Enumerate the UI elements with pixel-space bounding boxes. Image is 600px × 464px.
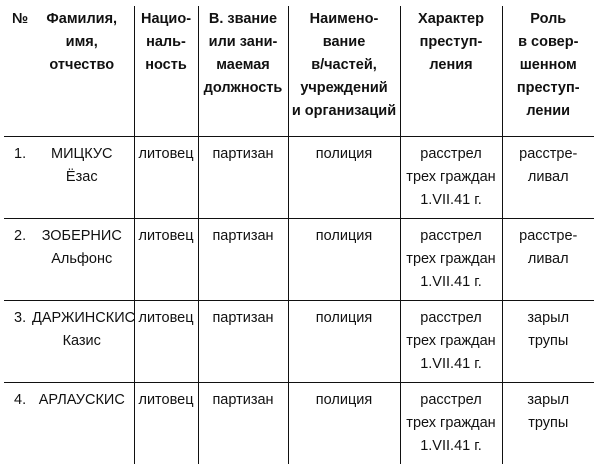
row-crime: расстрел трех граждан 1.VII.41 г.: [400, 137, 502, 219]
row-nationality: литовец: [134, 301, 198, 383]
row-unit: полиция: [288, 137, 400, 219]
table-row: [4, 383, 594, 464]
row-number: 3.: [4, 301, 30, 383]
table-header-row: [4, 6, 594, 137]
row-role: расстре- ливал: [502, 137, 594, 219]
row-number: 1.: [4, 137, 30, 219]
row-rank: партизан: [198, 219, 288, 301]
row-nationality: литовец: [134, 137, 198, 219]
header-role: Роль в совер- шенном преступ- лении: [502, 6, 594, 137]
row-role: зарыл трупы: [502, 301, 594, 383]
row-nationality: литовец: [134, 383, 198, 464]
table-row: [4, 301, 594, 383]
row-crime: расстрел трех граждан 1.VII.41 г.: [400, 301, 502, 383]
header-rank-position: В. звание или зани- маемая должность: [198, 6, 288, 137]
header-number: №: [4, 6, 30, 137]
row-full-name: ЗОБЕРНИС Альфонс: [30, 219, 134, 301]
row-rank: партизан: [198, 383, 288, 464]
row-rank: партизан: [198, 137, 288, 219]
row-unit: полиция: [288, 219, 400, 301]
row-full-name: МИЦКУС Ёзас: [30, 137, 134, 219]
row-crime: расстрел трех граждан 1.VII.41 г.: [400, 219, 502, 301]
perpetrators-table: [4, 6, 594, 464]
row-crime: расстрел трех граждан 1.VII.41 г.: [400, 383, 502, 464]
row-full-name: АРЛАУСКИС: [30, 383, 134, 464]
header-full-name: Фамилия, имя, отчество: [30, 6, 134, 137]
header-unit-organization: Наимено- вание в/частей, учреждений и организаций: [288, 6, 400, 137]
table-row: [4, 219, 594, 301]
header-nationality: Нацио- наль- ность: [134, 6, 198, 137]
row-number: 4.: [4, 383, 30, 464]
row-rank: партизан: [198, 301, 288, 383]
header-crime-nature: Характер преступ- ления: [400, 6, 502, 137]
table-row: [4, 137, 594, 219]
row-role: расстре- ливал: [502, 219, 594, 301]
row-unit: полиция: [288, 383, 400, 464]
row-number: 2.: [4, 219, 30, 301]
row-full-name: ДАРЖИНСКИС Казис: [30, 301, 134, 383]
row-unit: полиция: [288, 301, 400, 383]
row-nationality: литовец: [134, 219, 198, 301]
row-role: зарыл трупы: [502, 383, 594, 464]
